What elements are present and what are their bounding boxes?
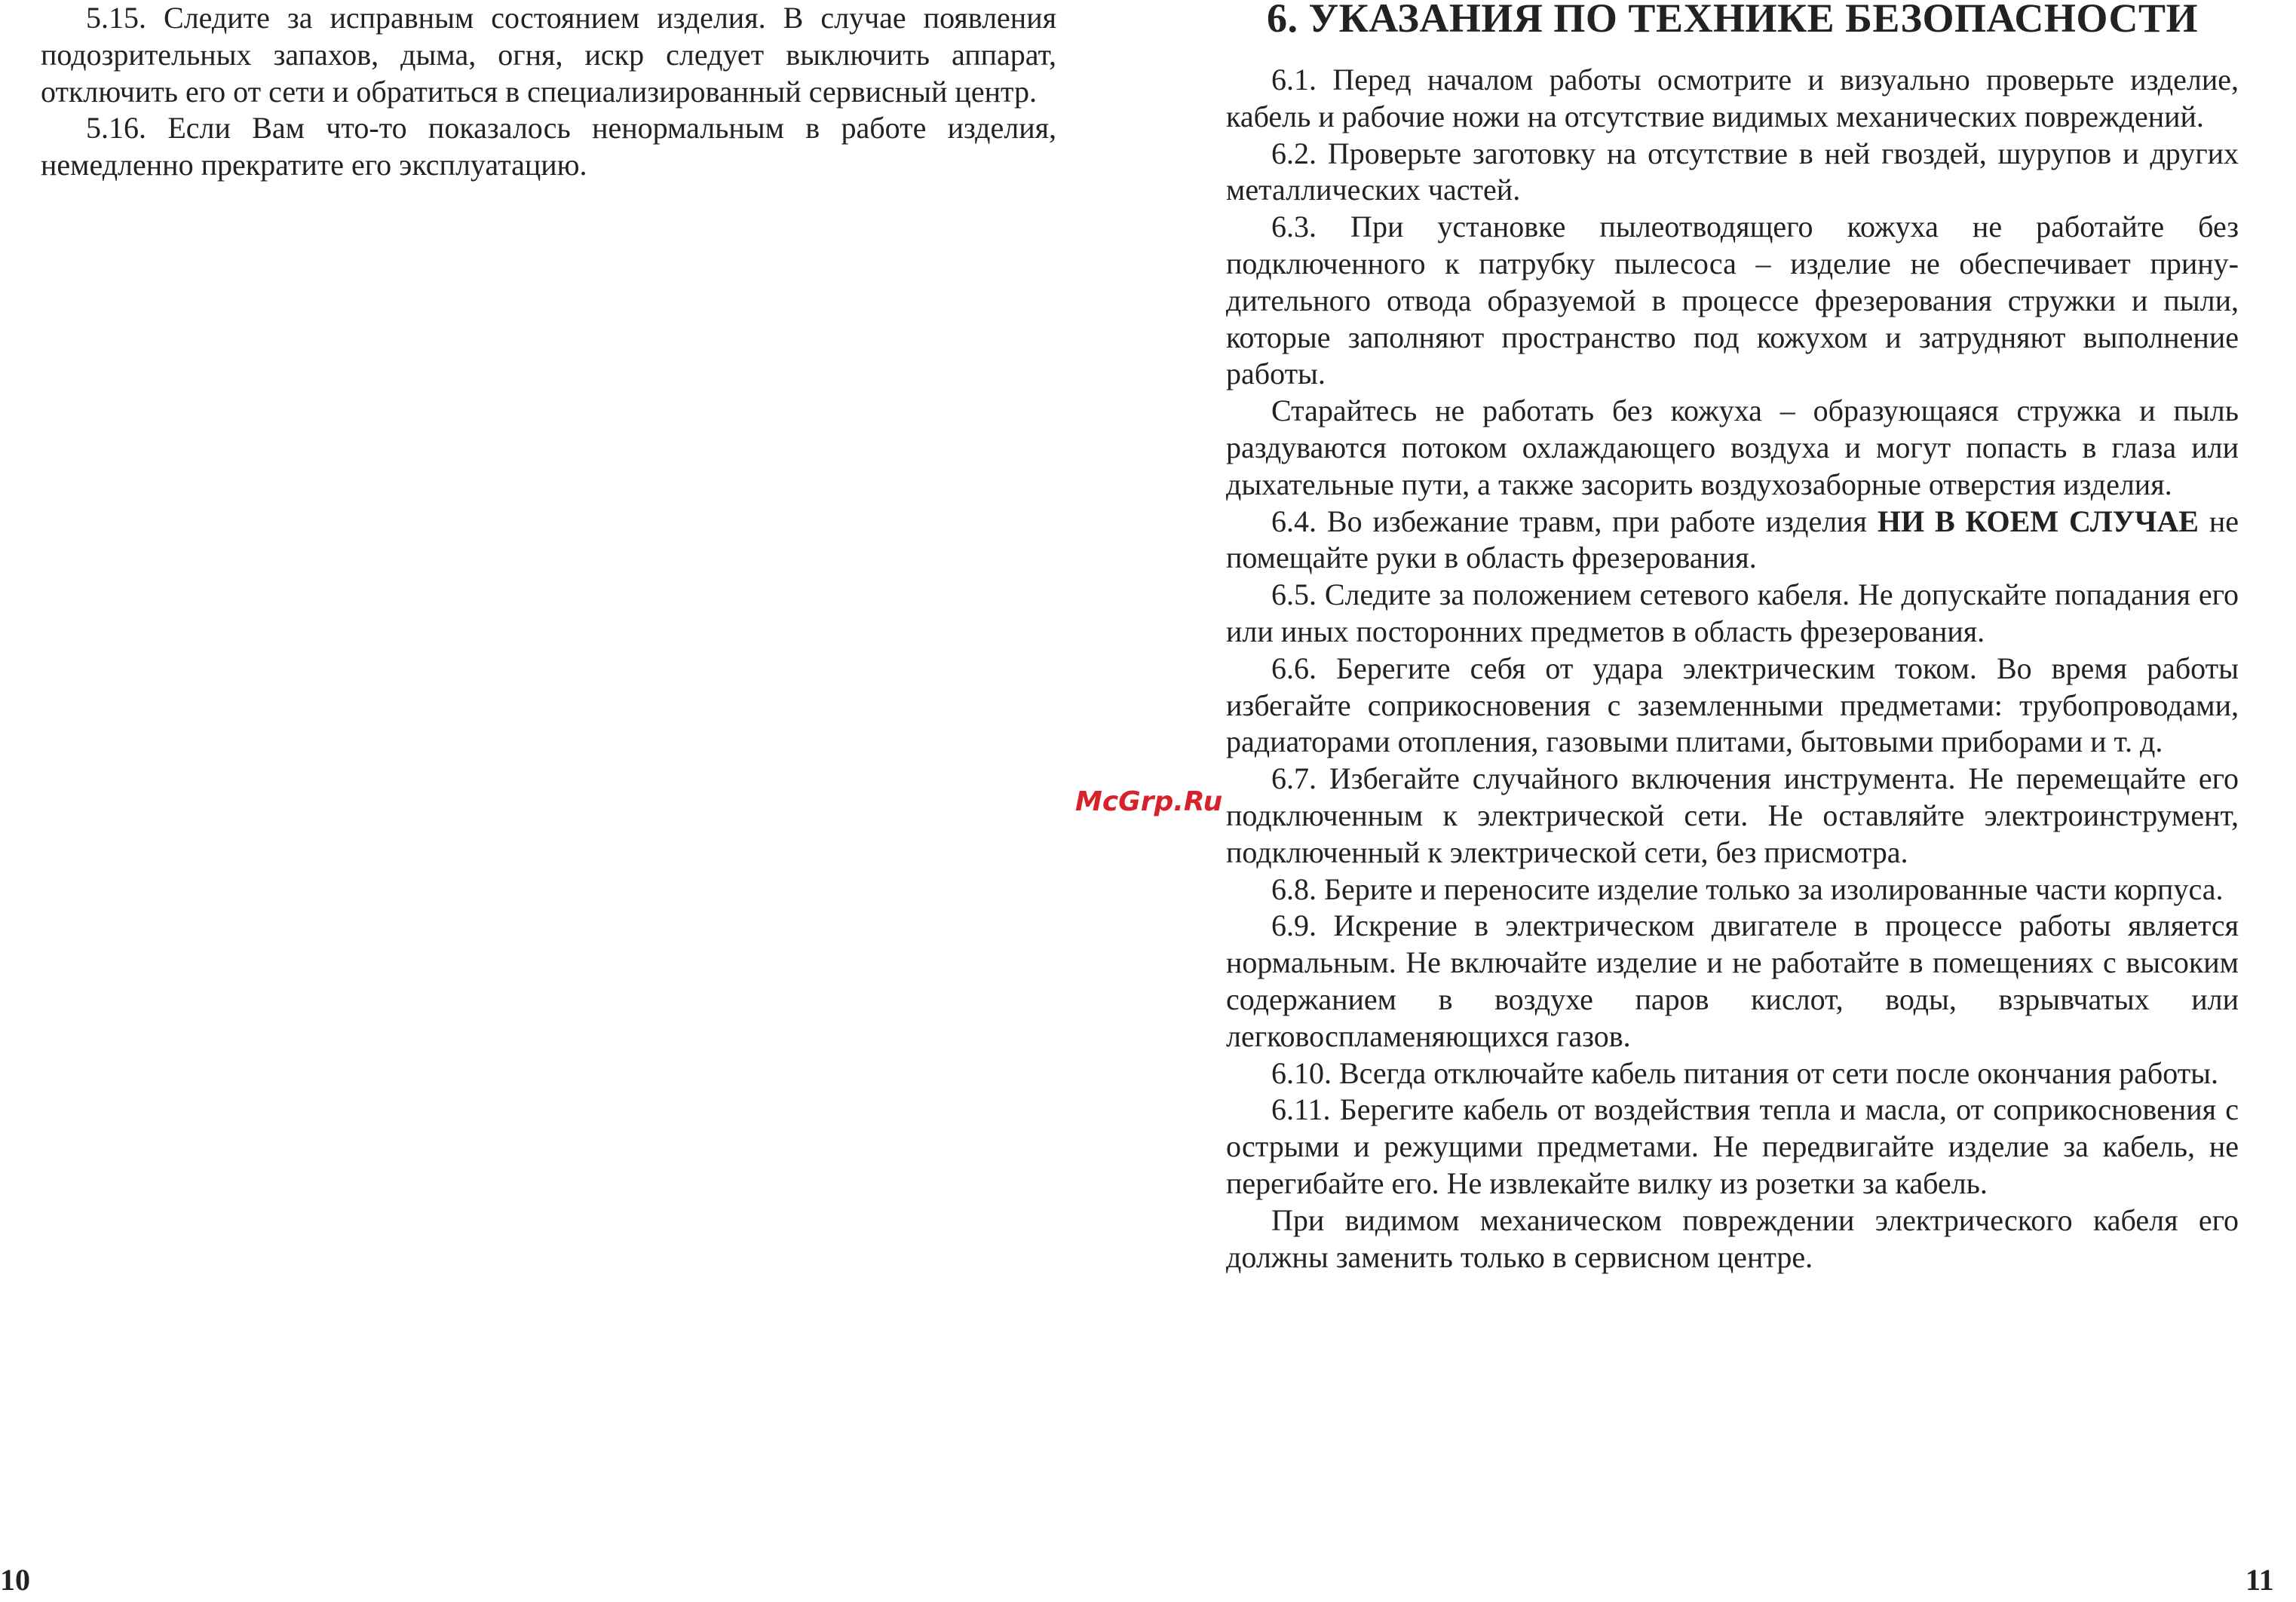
section-heading: 6. УКАЗАНИЯ ПО ТЕХНИКЕ БЕЗОПАСНОСТИ xyxy=(1266,0,2199,41)
page-number-left: 10 xyxy=(0,1563,30,1597)
paragraph-6-4 xyxy=(1226,504,2239,577)
paragraph-6-2: 6.2. Проверьте заготовку на отсутствие в ней гвоздей, шурупов и других металлических частей. xyxy=(1226,136,2239,207)
paragraph-6-5: 6.5. Следите за положением сетевого кабеля. Не допускайте попадания его или иных посторонних предметов в область фрезерования. xyxy=(1226,577,2239,648)
paragraph-6-4-end: не помещайте руки в область фрезерования. xyxy=(1226,504,2239,575)
right-page-text xyxy=(1226,0,2239,1276)
paragraph-6-11-continued: При видимом механическом повреждении электрического кабеля его должны заменить только в сервисном центре. xyxy=(1226,1202,2239,1274)
page-number-right: 11 xyxy=(2245,1563,2274,1597)
paragraph-6-3-continued: Старайтесь не работать без кожуха – образующаяся стружка и пыль раздуваются потоком охлаждающего воздуха и могут попасть в глаза или дыхательные пути, а также засорить воздухозаборные отверстия изделия. xyxy=(1226,394,2239,501)
paragraph-6-3: 6.3. При установке пылеотводящего кожуха не работайте без подключенного к патрубку пылесоса – изделие не обеспечивает принудительного отвода образуемой в процессе фрезерования стружки и пыли, которые заполняют пространство под кожухом и затрудняют выполнение работы. xyxy=(1226,210,2239,391)
left-page-text xyxy=(41,0,1056,184)
paragraph-6-4-start: 6.4. Во избежание травм, при работе изделия xyxy=(1271,504,1878,538)
right-page xyxy=(1146,0,2296,1602)
paragraph-6-8: 6.8. Берите и переносите изделие только за изолированные части корпуса. xyxy=(1271,871,2224,906)
paragraph-6-11: 6.11. Берегите кабель от воздействия тепла и масла, от соприкосновения с острыми и режущими предметами. Не передвигайте изделие за кабель, не перегибайте его. Не извлекайте вилку из розетки за кабель. xyxy=(1226,1092,2239,1200)
paragraph-6-4-emphasis: НИ В КОЕМ СЛУЧАЕ xyxy=(1877,504,2199,538)
paragraph-6-7: 6.7. Избегайте случайного включения инструмента. Не перемещайте его подключенным к электрической сети. Не оставляйте электроинструмент, подключенный к электрической сети, без присмотра. xyxy=(1226,761,2239,869)
paragraph-6-6: 6.6. Берегите себя от удара электрическим током. Во время работы избегайте соприкосновения с заземленными предметами: трубопроводами, радиаторами отопления, газовыми плитами, бытовыми приборами и т. д. xyxy=(1226,651,2239,759)
paragraph-6-9: 6.9. Искрение в электрическом двигателе в процессе работы является нормальным. Не включайте изделие и не работайте в помещениях с высоким содержанием в воздухе паров кислот, воды, взрывчатых или легковоспламеняющихся газов. xyxy=(1226,908,2239,1053)
paragraph-5-16: 5.16. Если Вам что-то показалось ненормальным в работе изделия, немедленно прекратите его эксплуатацию. xyxy=(41,111,1056,182)
watermark-text: McGrp.Ru xyxy=(1075,786,1223,817)
left-page xyxy=(0,0,1146,1602)
paragraph-6-1: 6.1. Перед началом работы осмотрите и визуально проверьте изделие, кабель и рабочие ножи на отсутствие видимых механических повреждений. xyxy=(1226,63,2239,133)
paragraph-6-10: 6.10. Всегда отключайте кабель питания от сети после окончания работы. xyxy=(1271,1055,2219,1090)
paragraph-5-15: 5.15. Следите за исправным состоянием изделия. В случае появления подозрительных запахов, дыма, огня, искр следует выключить аппарат, отключить его от сети и обратиться в специализированный сервисный центр. xyxy=(41,1,1056,109)
